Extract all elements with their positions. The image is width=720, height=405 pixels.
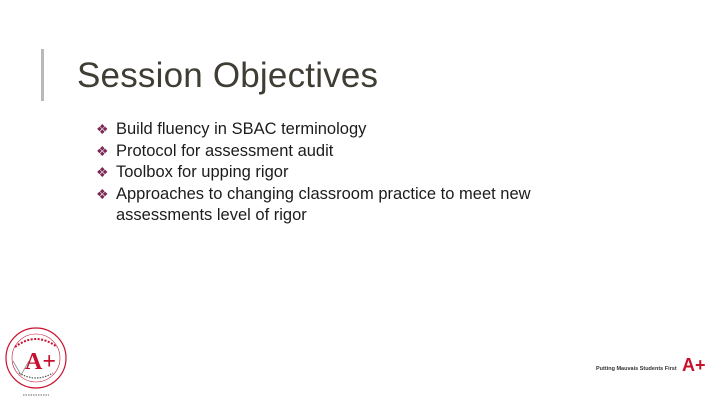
school-district-seal-logo bbox=[3, 325, 69, 401]
bullet-text: Toolbox for upping rigor bbox=[116, 163, 289, 181]
tagline-text: Putting Mauvais Students First bbox=[596, 366, 677, 372]
title-accent-bar bbox=[41, 49, 44, 101]
slide-title: Session Objectives bbox=[77, 56, 379, 95]
objectives-list bbox=[96, 119, 606, 227]
tagline-grade-mark: A+ bbox=[682, 355, 706, 375]
bullet-text: Protocol for assessment audit bbox=[116, 141, 334, 160]
list-item bbox=[96, 162, 606, 184]
bullet-text: Build fluency in SBAC terminology bbox=[116, 120, 367, 138]
diamond-dots-icon: ❖ bbox=[96, 185, 109, 202]
grade-mark: A+ bbox=[25, 349, 57, 375]
tagline-logo bbox=[596, 355, 706, 380]
bullet-text: Approaches to changing classroom practice to meet new assessments level of rigor bbox=[116, 184, 531, 224]
diamond-dots-icon: ❖ bbox=[96, 164, 109, 180]
diamond-dots-icon: ❖ bbox=[96, 121, 109, 137]
list-item bbox=[96, 119, 606, 141]
list-item bbox=[96, 141, 606, 163]
list-item bbox=[96, 184, 606, 227]
diamond-dots-icon: ❖ bbox=[96, 142, 109, 159]
